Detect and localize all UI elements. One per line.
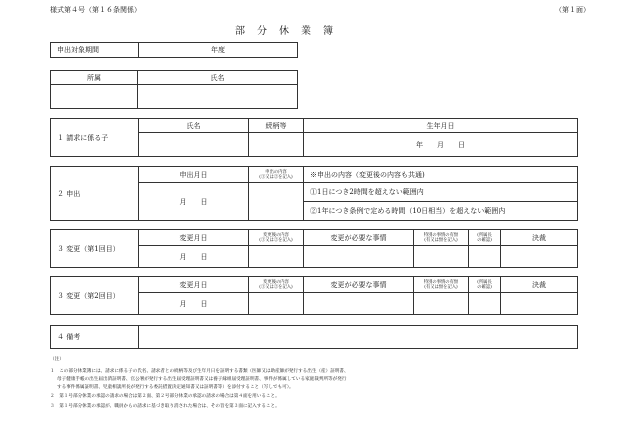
change-1-reason-header: 変更が必要な事情: [304, 230, 414, 246]
change-2-decision-header: 決裁: [501, 277, 578, 293]
form-number: 様式第４号（第１６条関係）: [50, 6, 141, 14]
child-birth-header: 生年月日: [304, 119, 578, 133]
change-2-date-header: 変更月日: [139, 277, 249, 293]
change-1-table: [50, 229, 578, 268]
page-title: 部 分 休 業 簿: [235, 26, 334, 37]
application-table: [50, 166, 578, 221]
period-value[interactable]: 年度: [139, 43, 298, 58]
change-2-content-header: 変更後の内容 (①又は②を記入): [249, 277, 304, 293]
change-1-content-header: 変更後の内容 (①又は②を記入): [249, 230, 304, 246]
notes-heading: （注）: [50, 357, 64, 362]
remarks-field[interactable]: [139, 326, 578, 349]
change-1-date-header: 変更月日: [139, 230, 249, 246]
change-1-special-field[interactable]: [414, 246, 469, 268]
change-2-date-field[interactable]: 月 日: [139, 293, 249, 315]
application-section-label: ２ 申出: [51, 167, 139, 221]
dept-field[interactable]: [51, 85, 138, 109]
change-2-confirm-header: (所属長 の確認): [469, 277, 501, 293]
change-2-reason-header: 変更が必要な事情: [304, 277, 414, 293]
staff-table: [50, 70, 298, 109]
change-2-special-field[interactable]: [414, 293, 469, 315]
change-1-reason-field[interactable]: [304, 246, 414, 268]
application-option-2: ②1年につき条例で定める時間（10日相当）を超えない範囲内: [304, 202, 578, 221]
child-birth-field[interactable]: 年 月 日: [304, 133, 578, 157]
application-date-header: 申出月日: [139, 167, 249, 183]
note-3: ３ 第１号部分休業の承認が、職員からの請求に基づき取り消された場合は、その旨を第３面に記入すること。: [50, 404, 280, 409]
child-relation-field[interactable]: [249, 133, 304, 157]
dept-label: 所属: [51, 71, 138, 85]
name-field[interactable]: [138, 85, 298, 109]
change-1-confirm-header: (所属長 の確認): [469, 230, 501, 246]
application-note: ※申出の内容（変更後の内容も共通): [304, 167, 578, 183]
application-option-1: ①1日につき2時間を超えない範囲内: [304, 183, 578, 202]
note-1-line-3: する事件係属証明書、児童相談所長が発行する委託措置決定通知書又は証明書等）を添付すること（写しでも可）。: [57, 385, 294, 390]
child-name-field[interactable]: [139, 133, 249, 157]
change-2-section-label: ３ 変更（第2回目）: [51, 277, 139, 315]
name-label: 氏名: [138, 71, 298, 85]
child-name-header: 氏名: [139, 119, 249, 133]
child-table: [50, 118, 578, 157]
change-2-special-header: 特別の事情の有無 (有又は無を記入): [414, 277, 469, 293]
application-date-field[interactable]: 月 日: [139, 183, 249, 221]
change-1-decision-field[interactable]: [501, 246, 578, 268]
change-1-special-header: 特別の事情の有無 (有又は無を記入): [414, 230, 469, 246]
change-2-decision-field[interactable]: [501, 293, 578, 315]
note-2: ２ 第１号部分休業の承認の請求の場合は第２面、第２号部分休業の承認の請求の場合は第４面を用いること。: [50, 394, 280, 399]
note-1-line-2: 母子健康手帳の出生届出済証明書、官公署が発行する出生届受理証明書又は養子縁組届受理証明書、事件が係属している家庭裁判所等が発行: [57, 377, 347, 382]
change-1-decision-header: 決裁: [501, 230, 578, 246]
change-1-section-label: ３ 変更（第1回目）: [51, 230, 139, 268]
child-section-label: １ 請求に係る子: [51, 119, 139, 157]
change-1-date-field[interactable]: 月 日: [139, 246, 249, 268]
change-1-content-field[interactable]: [249, 246, 304, 268]
note-1-line-1: １ この部分休業簿には、請求に係る子の氏名、請求者との続柄等及び生年月日を証明する書類（医師又は助産師が発行する出生（産）証明書、: [50, 369, 349, 374]
period-table: [50, 42, 298, 58]
change-2-confirm-field[interactable]: [469, 293, 501, 315]
remarks-table: [50, 325, 578, 349]
change-2-content-field[interactable]: [249, 293, 304, 315]
application-content-field[interactable]: [249, 183, 304, 221]
change-2-table: [50, 276, 578, 315]
remarks-section-label: ４ 備考: [51, 326, 139, 349]
period-label: 申出対象期間: [51, 43, 139, 58]
application-content-header: 申出の内容 (①又は②を記入): [249, 167, 304, 183]
child-relation-header: 続柄等: [249, 119, 304, 133]
page-number: （第１面）: [555, 6, 590, 14]
change-2-reason-field[interactable]: [304, 293, 414, 315]
change-1-confirm-field[interactable]: [469, 246, 501, 268]
